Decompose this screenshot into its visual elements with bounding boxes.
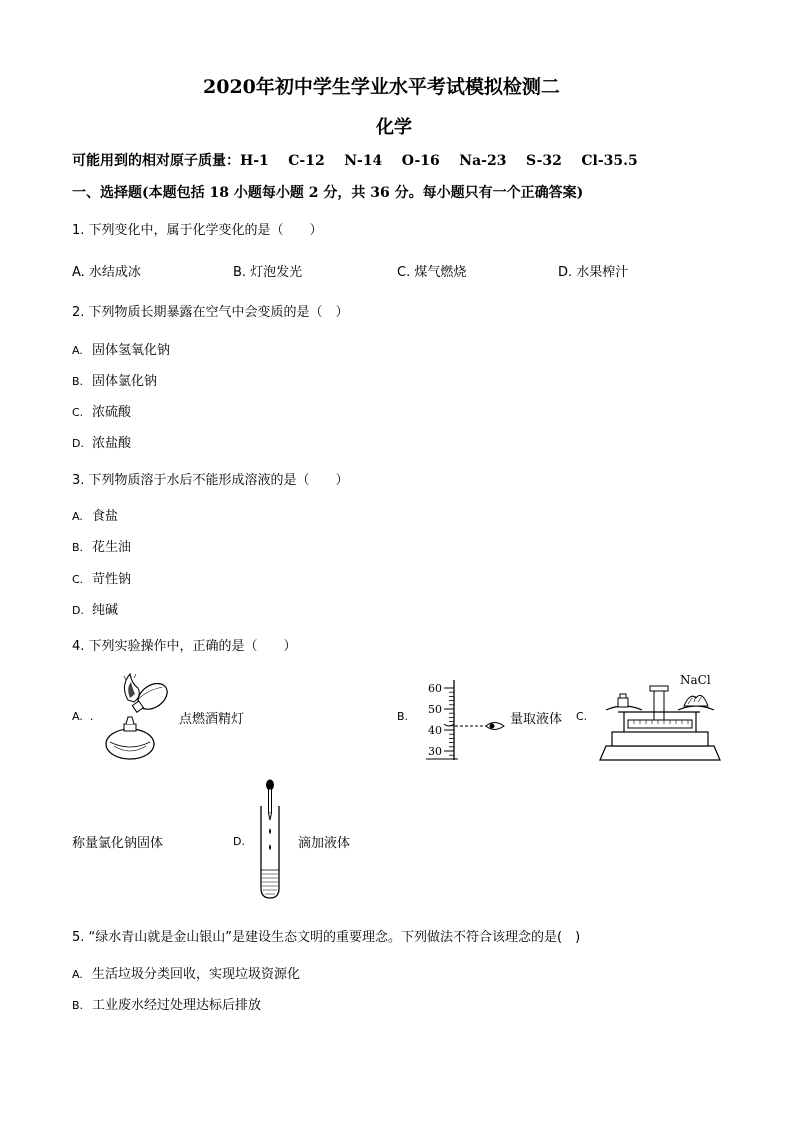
question-4-stem: 4. 下列实验操作中，正确的是（ ）	[72, 639, 297, 654]
option-label: B.	[72, 541, 84, 554]
option-text: 浓硫酸	[92, 405, 132, 420]
question-1-option-d: D. 水果榨汁	[558, 265, 629, 280]
option-text: 苛性钠	[92, 572, 132, 587]
question-3-stem: 3. 下列物质溶于水后不能形成溶液的是（ ）	[72, 473, 349, 488]
question-4-option-c-text: 称量氯化钠固体	[72, 836, 164, 851]
option-text: 固体氢氧化钠	[92, 343, 171, 358]
question-2-option-b	[72, 370, 157, 389]
question-4-option-a-label: A. .	[72, 710, 94, 723]
question-4-option-d-label: D.	[233, 835, 245, 848]
option-label: A.	[72, 344, 83, 357]
option-text: 工业废水经过处理达标后排放	[92, 998, 262, 1013]
question-1-option-b: B. 灯泡发光	[233, 265, 303, 280]
balance-illustration	[598, 672, 722, 764]
option-label: D.	[72, 604, 84, 617]
subject-title: 化学	[376, 117, 412, 138]
question-4-option-b-label: B.	[397, 710, 409, 723]
cylinder-tick-30: 30	[428, 745, 442, 758]
option-text: 食盐	[92, 509, 119, 524]
exam-title: 2020年初中学生学业水平考试模拟检测二	[203, 76, 560, 98]
option-label: C.	[72, 573, 84, 586]
option-text: 固体氯化钠	[92, 374, 158, 389]
cylinder-tick-40: 40	[428, 724, 442, 737]
option-text: 纯碱	[92, 603, 119, 618]
alcohol-lamp-illustration	[100, 672, 180, 764]
question-3-option-d	[72, 599, 118, 618]
option-label: A.	[72, 510, 83, 523]
section-heading: 一、选择题(本题包括 18 小题每小题 2 分，共 36 分。每小题只有一个正确答案)	[72, 185, 584, 201]
question-4-option-d-text: 滴加液体	[298, 836, 351, 851]
nacl-label: NaCl	[680, 673, 711, 687]
graduated-cylinder-illustration	[424, 680, 510, 762]
question-2-stem: 2. 下列物质长期暴露在空气中会变质的是（ ）	[72, 305, 349, 320]
question-5-option-a	[72, 963, 300, 982]
question-2-option-d	[72, 432, 131, 451]
option-text: 生活垃圾分类回收，实现垃圾资源化	[92, 967, 301, 982]
option-label: B.	[72, 999, 84, 1012]
question-3-option-b	[72, 536, 131, 555]
option-label: D.	[72, 437, 84, 450]
option-text: 花生油	[92, 540, 132, 555]
option-label: C.	[72, 406, 84, 419]
question-5-option-b	[72, 994, 261, 1013]
question-1-option-c: C. 煤气燃烧	[397, 265, 467, 280]
option-text: 浓盐酸	[92, 436, 132, 451]
cylinder-tick-50: 50	[428, 703, 442, 716]
question-4-option-c-label: C.	[576, 710, 588, 723]
question-4-option-b-text: 量取液体	[510, 712, 563, 727]
question-1-stem: 1. 下列变化中，属于化学变化的是（ ）	[72, 223, 323, 238]
cylinder-tick-60: 60	[428, 682, 442, 695]
question-4-option-a-text: 点燃酒精灯	[179, 712, 245, 727]
question-1-option-a: A. 水结成冰	[72, 265, 141, 280]
atomic-mass-line: 可能用到的相对原子质量：H-1 C-12 N-14 O-16 Na-23 S-32 Cl-35.5	[72, 153, 638, 169]
question-2-option-c	[72, 401, 131, 420]
question-3-option-c	[72, 568, 131, 587]
question-3-option-a	[72, 505, 118, 524]
question-5-stem: 5. “绿水青山就是金山银山”是建设生态文明的重要理念。下列做法不符合该理念的是( )	[72, 930, 581, 945]
option-label: B.	[72, 375, 84, 388]
question-2-option-a	[72, 339, 170, 358]
option-label: A.	[72, 968, 83, 981]
dropper-test-tube-illustration	[257, 778, 283, 900]
